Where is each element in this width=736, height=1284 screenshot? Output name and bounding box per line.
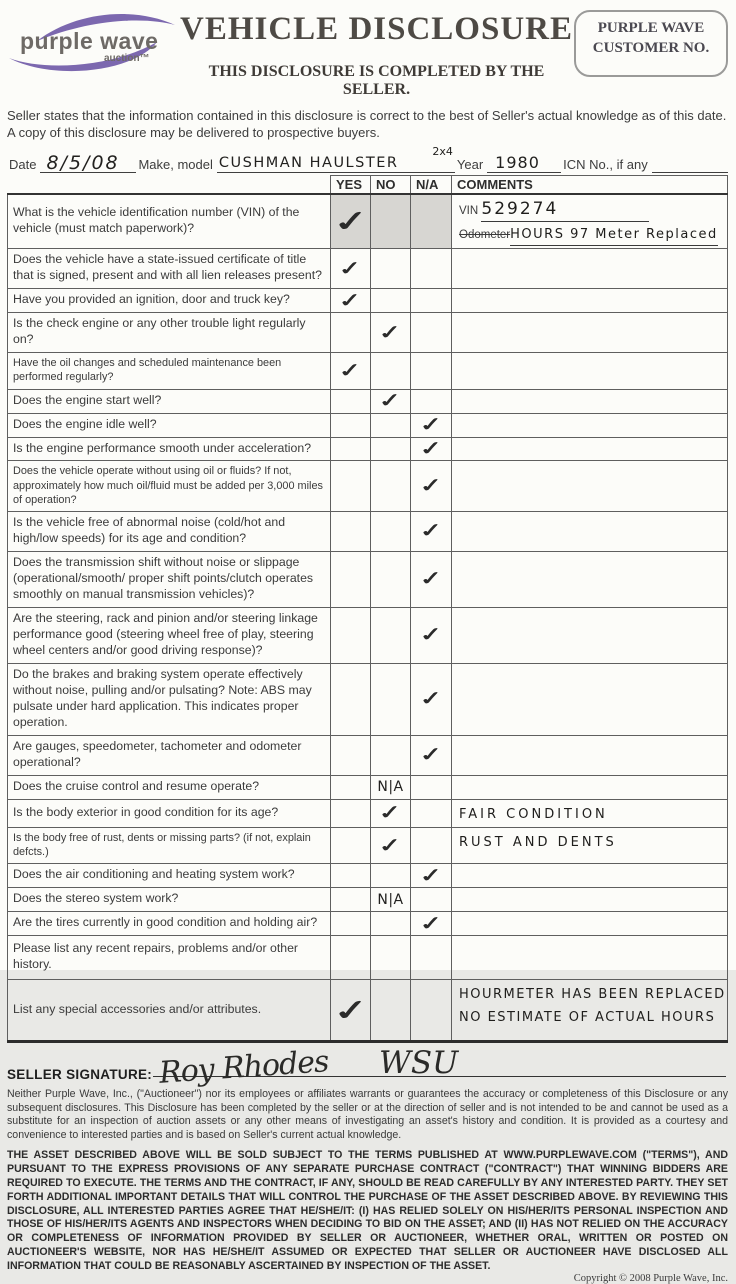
handwritten-text: FAIR CONDITION — [459, 806, 608, 822]
comments-cell — [452, 437, 728, 461]
na-cell — [411, 313, 452, 353]
comment-line — [459, 197, 723, 223]
disclosure-table — [7, 175, 728, 1043]
no-cell — [371, 512, 411, 552]
question-text: What is the vehicle identification number (VIN) of the vehicle (must match paperwork)? — [8, 194, 331, 249]
checkmark-icon: ✓ — [337, 289, 364, 312]
checkmark-icon: ✓ — [418, 413, 444, 436]
table-row — [8, 607, 728, 663]
table-row — [8, 775, 728, 799]
comment-line — [459, 1005, 723, 1028]
icn-field — [652, 148, 728, 173]
checkmark-icon: ✓ — [377, 834, 404, 857]
na-cell — [411, 864, 452, 888]
year-field — [487, 148, 561, 173]
comments-cell — [452, 194, 728, 249]
yes-cell — [331, 289, 371, 313]
make-model-handwritten-value: CUSHMAN HAULSTER — [218, 154, 399, 171]
comments-cell — [452, 864, 728, 888]
question-text: Is the body exterior in good condition for its age? — [8, 799, 331, 827]
terms-paragraph: THE ASSET DESCRIBED ABOVE WILL BE SOLD SUBJECT TO THE TERMS PUBLISHED AT WWW.PURPLEWAVE.COM ("TERMS"), AND PURSUANT TO THE EXPRESS PROVISIONS OF ANY SEPARATE PURCHASE CONTRACT ("CONTRACT") THAT WINNING BIDDERS ARE REQUIRED TO EXECUTE. THE TERMS AND THE CONTRACT, IF ANY, SHOULD BE READ CAREFULLY BY ANY INTERESTED PARTY. THEY SET FORTH ADDITIONAL IMPORTANT DETAILS THAT WILL CONTROL THE PURCHASE OF THE ASSET DESCRIBED ABOVE. BY REVIEWING THIS DISCLOSURE, ALL INTERESTED PARTIES AGREE THAT HE/SHE/IT: (I) HAS RELIED SOLELY ON HIS/HER/ITS PERSONAL INSPECTION AND THOSE OF HIS/HER/ITS AGENTS AND INSPECTORS WHEN DECIDING TO BID ON THE ASSET; AND (II) HAS NOT RELIED ON THE ACCURACY OR COMPLETENESS OF INFORMATION PROVIDED BY SELLER OR AUCTIONEER, WHETHER ORAL, WRITTEN OR POSTED ON AUCTIONEER'S WEBSITE, NOR HAS HE/SHE/IT ASSUMED OR EXPECTED THAT SELLER OR AUCTIONEER HAVE DISCLOSED ALL INFORMATION THAT COULD BE REASONABLY ASCERTAINED BY INSPECTION OF THE ASSET. — [7, 1149, 728, 1272]
table-row — [8, 799, 728, 827]
signature-row — [7, 1043, 728, 1092]
checkmark-icon: ✓ — [418, 567, 444, 590]
page-subtitle: THIS DISCLOSURE IS COMPLETED BY THE SELLER. — [208, 63, 545, 98]
comments-cell — [452, 799, 728, 827]
no-cell — [371, 289, 411, 313]
table-row — [8, 936, 728, 980]
comments-cell — [452, 353, 728, 389]
comments-cell — [452, 389, 728, 413]
comments-cell — [452, 735, 728, 775]
table-row — [8, 389, 728, 413]
table-header-row — [8, 175, 728, 194]
yes-cell — [331, 607, 371, 663]
printed-label: VIN — [459, 204, 482, 217]
comments-cell — [452, 461, 728, 512]
question-text: Are gauges, speedometer, tachometer and odometer operational? — [8, 735, 331, 775]
na-cell — [411, 735, 452, 775]
na-cell — [411, 936, 452, 980]
checkmark-icon: ✓ — [418, 912, 444, 935]
table-row — [8, 512, 728, 552]
col-header-yes: YES — [331, 175, 371, 194]
yes-cell — [331, 353, 371, 389]
seller-signature-label: SELLER SIGNATURE: — [7, 1067, 153, 1083]
table-row — [8, 289, 728, 313]
question-text: Is the engine performance smooth under acceleration? — [8, 437, 331, 461]
yes-cell — [331, 888, 371, 912]
checkmark-icon: ✓ — [337, 359, 364, 382]
checkmark-icon: ✓ — [331, 992, 370, 1028]
table-row — [8, 864, 728, 888]
na-cell — [411, 194, 452, 249]
comment-line — [459, 830, 723, 853]
na-cell — [411, 775, 452, 799]
na-cell — [411, 607, 452, 663]
title-block — [179, 8, 574, 99]
customer-number-box — [574, 10, 728, 77]
comment-line — [459, 802, 723, 825]
na-cell — [411, 353, 452, 389]
yes-cell — [331, 194, 371, 249]
question-text: Have the oil changes and scheduled maintenance been performed regularly? — [8, 353, 331, 389]
comments-cell — [452, 663, 728, 735]
year-handwritten-value: 1980 — [495, 152, 540, 172]
form-meta-line — [7, 143, 728, 173]
no-cell — [371, 249, 411, 289]
na-cell — [411, 461, 452, 512]
no-cell — [371, 888, 411, 912]
table-row — [8, 437, 728, 461]
yes-cell — [331, 663, 371, 735]
table-row — [8, 827, 728, 863]
handwritten-text: HOURMETER HAS BEEN REPLACED — [459, 987, 726, 1003]
checkmark-icon: ✓ — [418, 623, 444, 646]
no-cell — [371, 827, 411, 863]
na-cell — [411, 912, 452, 936]
yes-cell — [331, 389, 371, 413]
checkmark-icon: ✓ — [418, 519, 444, 542]
no-cell — [371, 353, 411, 389]
seller-statement-line1: Seller states that the information contained in this disclosure is correct to the best of Seller's actual knowledge as of this date. — [7, 108, 727, 123]
no-cell — [371, 936, 411, 980]
seller-statement — [7, 108, 728, 142]
question-text: Is the check engine or any other trouble light regularly on? — [8, 313, 331, 353]
checkmark-icon: ✓ — [377, 801, 404, 824]
col-header-na: N/A — [411, 175, 452, 194]
comment-line — [459, 222, 723, 246]
question-text: Please list any recent repairs, problems and/or other history. — [8, 936, 331, 980]
no-cell — [371, 912, 411, 936]
table-row — [8, 663, 728, 735]
no-cell — [371, 437, 411, 461]
yes-cell — [331, 912, 371, 936]
table-row — [8, 249, 728, 289]
no-cell — [371, 799, 411, 827]
yes-cell — [331, 437, 371, 461]
checkmark-icon: ✓ — [418, 864, 444, 887]
signature-org-handwriting: WSU — [379, 1045, 459, 1082]
printed-label: Odometer — [459, 229, 511, 242]
no-cell — [371, 864, 411, 888]
form-header — [7, 8, 728, 99]
question-text: Is the body free of rust, dents or missing parts? (if not, explain defcts.) — [8, 827, 331, 863]
yes-cell — [331, 413, 371, 437]
logo-wordmark: purple wave — [20, 28, 159, 54]
col-header-no: NO — [371, 175, 411, 194]
date-handwritten-value: 8/5/08 — [46, 151, 120, 174]
table-row — [8, 194, 728, 249]
checkmark-icon: ✓ — [337, 257, 364, 280]
na-cell — [411, 389, 452, 413]
icn-label: ICN No., if any — [563, 156, 648, 172]
question-text: Is the vehicle free of abnormal noise (cold/hot and high/low speeds) for its age and condition? — [8, 512, 331, 552]
na-cell — [411, 249, 452, 289]
year-label: Year — [456, 156, 484, 172]
question-text: Does the air conditioning and heating system work? — [8, 864, 331, 888]
table-row — [8, 461, 728, 512]
col-header-comments: COMMENTS — [452, 175, 728, 194]
table-row — [8, 735, 728, 775]
table-row — [8, 413, 728, 437]
drivetrain-handwritten-note: 2x4 — [432, 144, 453, 158]
question-text: Does the engine start well? — [8, 389, 331, 413]
comments-cell — [452, 249, 728, 289]
no-cell — [371, 980, 411, 1042]
yes-cell — [331, 799, 371, 827]
yes-cell — [331, 864, 371, 888]
comments-cell — [452, 289, 728, 313]
table-row — [8, 980, 728, 1042]
checkmark-icon: ✓ — [377, 321, 404, 344]
question-column-header — [8, 175, 331, 194]
checkmark-icon: ✓ — [418, 743, 444, 766]
comment-line — [459, 982, 726, 1005]
checkmark-icon: ✓ — [418, 687, 444, 710]
date-label: Date — [9, 156, 37, 172]
checkmark-icon: ✓ — [377, 389, 404, 412]
yes-cell — [331, 512, 371, 552]
na-cell — [411, 980, 452, 1042]
comments-cell — [452, 512, 728, 552]
question-text: Does the transmission shift without noise or slippage (operational/smooth/ proper shift points/clutch operates smoothly on manual transmission vehicles)? — [8, 551, 331, 607]
yes-cell — [331, 249, 371, 289]
no-cell — [371, 461, 411, 512]
table-row — [8, 551, 728, 607]
no-cell — [371, 735, 411, 775]
yes-cell — [331, 313, 371, 353]
question-text: Does the vehicle operate without using oil or fluids? If not, approximately how much oil/fluid must be added per 3,000 miles of operation? — [8, 461, 331, 512]
question-text: Does the cruise control and resume operate? — [8, 775, 331, 799]
comments-cell — [452, 980, 728, 1042]
logo-auction-label: auction™ — [104, 53, 150, 64]
no-cell — [371, 663, 411, 735]
na-cell — [411, 289, 452, 313]
na-cell — [411, 799, 452, 827]
no-cell — [371, 389, 411, 413]
handwritten-na: N|A — [377, 891, 404, 908]
comments-cell — [452, 313, 728, 353]
question-text: Are the steering, rack and pinion and/or steering linkage performance good (steering wheel free of play, steering wheel centers and/or good driving response)? — [8, 607, 331, 663]
yes-cell — [331, 827, 371, 863]
na-cell — [411, 512, 452, 552]
na-cell — [411, 437, 452, 461]
disclaimer-paragraph: Neither Purple Wave, Inc., ("Auctioneer") nor its employees or affiliates warrants or guarantees the accuracy or completeness of this Disclosure or any subsequent disclosures. This Disclosure has been completed by the seller or at the direction of seller and is not intended to be and cannot be used as a substitute for an inspection of auction assets or any other means of investigating an asset's history and condition. It is provided as a courtesy and convenience to interested parties and is based on Seller's current actual knowledge. — [7, 1088, 728, 1141]
comments-cell — [452, 607, 728, 663]
no-cell — [371, 413, 411, 437]
yes-cell — [331, 980, 371, 1042]
comments-cell — [452, 551, 728, 607]
date-field — [40, 148, 136, 173]
no-cell — [371, 194, 411, 249]
question-text: Have you provided an ignition, door and truck key? — [8, 289, 331, 313]
checkmark-icon: ✓ — [418, 474, 444, 497]
comments-cell — [452, 888, 728, 912]
comments-cell — [452, 413, 728, 437]
na-cell — [411, 827, 452, 863]
handwritten-text: HOURS 97 Meter Replaced — [510, 226, 718, 246]
table-row — [8, 912, 728, 936]
page-title: VEHICLE DISCLOSURE — [179, 11, 574, 47]
make-model-field — [217, 144, 455, 173]
no-cell — [371, 607, 411, 663]
na-cell — [411, 551, 452, 607]
question-text: Does the vehicle have a state-issued certificate of title that is signed, present and with all lien releases present? — [8, 249, 331, 289]
comments-cell — [452, 775, 728, 799]
question-text: List any special accessories and/or attributes. — [8, 980, 331, 1042]
yes-cell — [331, 461, 371, 512]
seller-signature-handwriting: Roy Rhodes — [157, 1044, 330, 1092]
no-cell — [371, 551, 411, 607]
na-cell — [411, 413, 452, 437]
comments-cell — [452, 912, 728, 936]
comments-cell — [452, 827, 728, 863]
table-row — [8, 353, 728, 389]
question-text: Do the brakes and braking system operate effectively without noise, pulling and/or pulsating? Note: ABS may pulsate under hard application. This indicates proper operation. — [8, 663, 331, 735]
comments-cell — [452, 936, 728, 980]
table-row — [8, 313, 728, 353]
checkmark-icon: ✓ — [331, 203, 370, 239]
make-model-label: Make, model — [138, 156, 213, 172]
customer-box-line1: PURPLE WAVE — [597, 20, 705, 36]
no-cell — [371, 775, 411, 799]
yes-cell — [331, 936, 371, 980]
handwritten-text: RUST AND DENTS — [459, 834, 617, 850]
question-text: Does the engine idle well? — [8, 413, 331, 437]
question-text: Are the tires currently in good condition and holding air? — [8, 912, 331, 936]
yes-cell — [331, 551, 371, 607]
purple-wave-logo — [7, 8, 179, 72]
seller-statement-line2: A copy of this disclosure may be delivered to prospective buyers. — [7, 124, 380, 140]
table-row — [8, 888, 728, 912]
handwritten-text: NO ESTIMATE OF ACTUAL HOURS — [459, 1010, 716, 1026]
copyright-notice: Copyright © 2008 Purple Wave, Inc. — [573, 1273, 728, 1284]
checkmark-icon: ✓ — [418, 437, 444, 460]
customer-box-line2: CUSTOMER NO. — [592, 39, 710, 56]
yes-cell — [331, 735, 371, 775]
no-cell — [371, 313, 411, 353]
na-cell — [411, 663, 452, 735]
handwritten-text: 529274 — [481, 197, 649, 223]
yes-cell — [331, 775, 371, 799]
question-text: Does the stereo system work? — [8, 888, 331, 912]
handwritten-na: N|A — [377, 779, 404, 796]
na-cell — [411, 888, 452, 912]
